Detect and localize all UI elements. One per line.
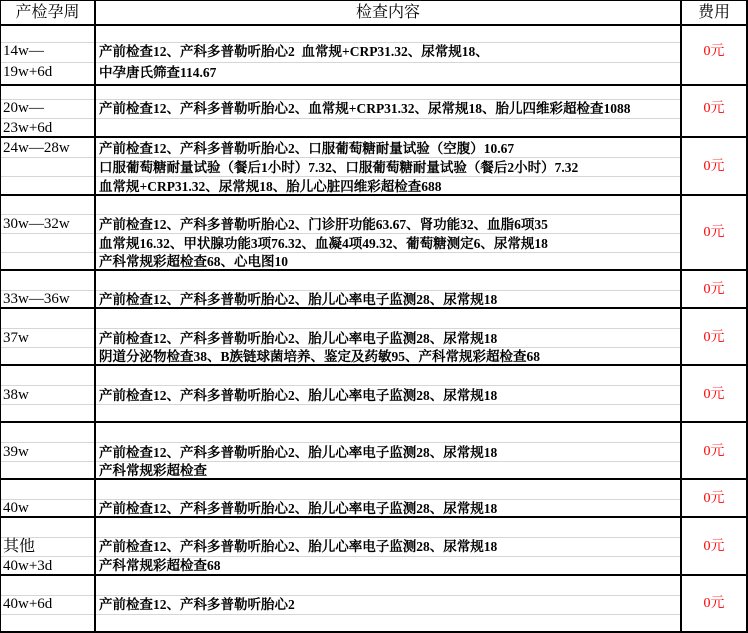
gridline bbox=[1, 614, 94, 615]
week-cell[interactable] bbox=[1, 138, 94, 194]
fee-value: 0元 bbox=[703, 282, 725, 297]
week-label: 33w—36w bbox=[3, 291, 70, 307]
gridline bbox=[96, 118, 680, 119]
content-cell[interactable] bbox=[96, 423, 680, 478]
week-cell[interactable] bbox=[1, 86, 94, 136]
fee-value: 0元 bbox=[703, 596, 725, 611]
fee-cell[interactable] bbox=[682, 576, 746, 631]
content-cell[interactable] bbox=[96, 26, 680, 84]
gridline bbox=[1, 252, 94, 253]
week-label: 40w+6d bbox=[3, 596, 53, 612]
table-row bbox=[0, 138, 748, 194]
fee-cell[interactable] bbox=[682, 309, 746, 364]
column-header-fee-cell[interactable] bbox=[682, 1, 746, 24]
exam-item-line: 产前检查12、产科多普勒听胎心2、胎儿心率电子监测28、尿常规18 bbox=[99, 445, 498, 460]
table-row bbox=[0, 576, 748, 631]
week-cell[interactable] bbox=[1, 366, 94, 421]
content-cell[interactable] bbox=[96, 138, 680, 194]
fee-value: 0元 bbox=[703, 44, 725, 59]
fee-cell[interactable] bbox=[682, 423, 746, 478]
content-cell[interactable] bbox=[96, 271, 680, 307]
week-label: 20w— bbox=[3, 100, 44, 116]
week-label: 23w+6d bbox=[3, 120, 53, 136]
fee-value: 0元 bbox=[703, 330, 725, 345]
exam-item-line: 口服葡萄糖耐量试验（餐后1小时）7.32、口服葡萄糖耐量试验（餐后2小时）7.32 bbox=[99, 160, 579, 175]
week-cell[interactable] bbox=[1, 196, 94, 269]
fee-value: 0元 bbox=[703, 101, 725, 116]
table-row bbox=[0, 196, 748, 269]
fee-value: 0元 bbox=[703, 539, 725, 554]
exam-item-line: 产前检查12、产科多普勒听胎心2、血常规+CRP31.32、尿常规18、胎儿四维彩超检查1088 bbox=[99, 101, 631, 116]
content-cell[interactable] bbox=[96, 366, 680, 421]
table-row bbox=[0, 423, 748, 478]
fee-value: 0元 bbox=[703, 225, 725, 240]
week-cell[interactable] bbox=[1, 480, 94, 516]
week-cell[interactable] bbox=[1, 309, 94, 364]
fee-value: 0元 bbox=[703, 444, 725, 459]
week-label: 19w+6d bbox=[3, 64, 53, 80]
week-label: 30w—32w bbox=[3, 216, 70, 232]
week-cell[interactable] bbox=[1, 518, 94, 574]
week-cell[interactable] bbox=[1, 271, 94, 307]
exam-item-line: 血常规+CRP31.32、尿常规18、胎儿心脏四维彩超检查688 bbox=[99, 179, 442, 194]
table-row bbox=[0, 271, 748, 307]
week-label: 37w bbox=[3, 330, 29, 346]
table-row bbox=[0, 366, 748, 421]
gridline bbox=[96, 614, 680, 615]
fee-cell[interactable] bbox=[682, 196, 746, 269]
week-label: 40w bbox=[3, 500, 29, 516]
content-cell[interactable] bbox=[96, 480, 680, 516]
week-label: 39w bbox=[3, 444, 29, 460]
table-row bbox=[0, 86, 748, 136]
table-row bbox=[0, 480, 748, 516]
column-header-fee: 费用 bbox=[697, 4, 730, 21]
exam-item-line: 产科常规彩超检查68 bbox=[99, 558, 221, 573]
fee-value: 0元 bbox=[703, 159, 725, 174]
content-cell[interactable] bbox=[96, 576, 680, 631]
table-row bbox=[0, 26, 748, 84]
column-header-weeks-cell[interactable] bbox=[1, 1, 94, 24]
content-cell[interactable] bbox=[96, 309, 680, 364]
content-cell[interactable] bbox=[96, 196, 680, 269]
week-cell[interactable] bbox=[1, 423, 94, 478]
header-row bbox=[0, 1, 748, 24]
week-cell[interactable] bbox=[1, 576, 94, 631]
fee-value: 0元 bbox=[703, 491, 725, 506]
content-cell[interactable] bbox=[96, 518, 680, 574]
fee-cell[interactable] bbox=[682, 480, 746, 516]
table-row bbox=[0, 518, 748, 574]
week-label: 其他 bbox=[3, 538, 36, 555]
exam-item-line: 产前检查12、产科多普勒听胎心2 血常规+CRP31.32、尿常规18、 bbox=[99, 44, 489, 59]
exam-item-line: 产前检查12、产科多普勒听胎心2、胎儿心率电子监测28、尿常规18 bbox=[99, 292, 498, 307]
exam-item-line: 血常规16.32、甲状腺功能3项76.32、血凝4项49.32、葡萄糖测定6、尿常规18 bbox=[99, 236, 548, 251]
table-row bbox=[0, 309, 748, 364]
fee-cell[interactable] bbox=[682, 86, 746, 136]
column-header-content: 检查内容 bbox=[355, 4, 420, 21]
fee-cell[interactable] bbox=[682, 366, 746, 421]
exam-item-line: 阴道分泌物检查38、B族链球菌培养、鉴定及药敏95、产科常规彩超检查68 bbox=[99, 349, 541, 364]
exam-item-line: 产前检查12、产科多普勒听胎心2、胎儿心率电子监测28、尿常规18 bbox=[99, 539, 498, 554]
exam-item-line: 产科常规彩超检查68、心电图10 bbox=[99, 254, 288, 269]
exam-item-line: 产前检查12、产科多普勒听胎心2、胎儿心率电子监测28、尿常规18 bbox=[99, 388, 498, 403]
content-cell[interactable] bbox=[96, 86, 680, 136]
week-label: 38w bbox=[3, 387, 29, 403]
exam-item-line: 产科常规彩超检查 bbox=[99, 463, 207, 478]
week-label: 40w+3d bbox=[3, 558, 53, 574]
week-cell[interactable] bbox=[1, 26, 94, 84]
week-label: 24w—28w bbox=[3, 140, 70, 156]
exam-item-line: 产前检查12、产科多普勒听胎心2、门诊肝功能63.67、肾功能32、血脂6项35 bbox=[99, 217, 548, 232]
gridline bbox=[1, 176, 94, 177]
exam-item-line: 中孕唐氏筛查114.67 bbox=[99, 65, 217, 80]
column-header-content-cell[interactable] bbox=[96, 1, 680, 24]
exam-item-line: 产前检查12、产科多普勒听胎心2、胎儿心率电子监测28、尿常规18 bbox=[99, 331, 498, 346]
column-header-weeks: 产检孕周 bbox=[15, 4, 80, 21]
fee-cell[interactable] bbox=[682, 138, 746, 194]
fee-cell[interactable] bbox=[682, 26, 746, 84]
week-label: 14w— bbox=[3, 43, 44, 59]
exam-item-line: 产前检查12、产科多普勒听胎心2 bbox=[99, 597, 295, 612]
exam-item-line: 产前检查12、产科多普勒听胎心2、口服葡萄糖耐量试验（空腹）10.67 bbox=[99, 141, 515, 156]
fee-cell[interactable] bbox=[682, 271, 746, 307]
fee-value: 0元 bbox=[703, 387, 725, 402]
exam-item-line: 产前检查12、产科多普勒听胎心2、胎儿心率电子监测28、尿常规18 bbox=[99, 501, 498, 516]
fee-cell[interactable] bbox=[682, 518, 746, 574]
